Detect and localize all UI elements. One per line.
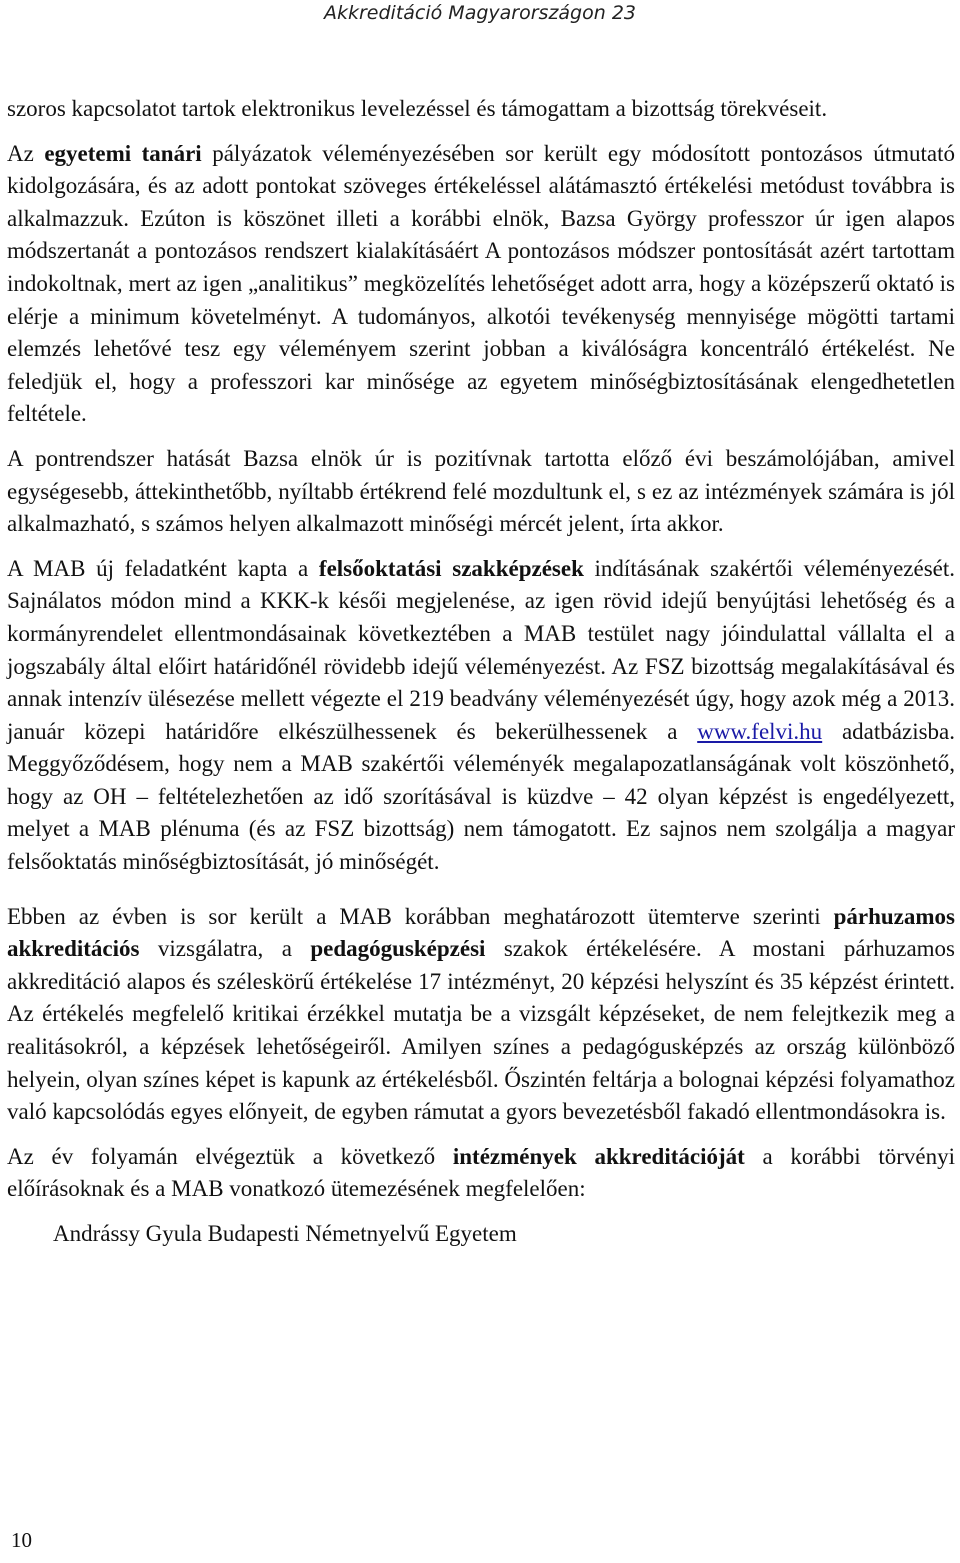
p6-text-a: Az év folyamán elvégeztük a következő <box>7 1143 453 1169</box>
p6-bold-intezmenyek: intézmények akkreditációját <box>452 1143 745 1169</box>
paragraph-2 <box>7 138 955 431</box>
p5-text-e: szakok értékelésére. A mostani párhuzamos akkreditáció alapos és széleskörű értékelése 17 intézményt, 20 képzési helyszínt és 35 képzést érintett. Az értékelés megfelelő kritikai érzékkel mutatja be a vizsgált képzéseket, de nem felejtkezik meg a realitásokról, a képzések lehetőségeiről. Amilyen színes a pedagógusképzés az ország különböző helyein, olyan színes képet is kapunk az értékelésből. Őszintén feltárja a bolognai képzési folyamathoz való kapcsolódás egyes előnyeit, de egyben rámutat a gyors bevezetésből fakadó ellentmondásokra is. <box>7 936 956 1125</box>
p5-bold-parhuzamos: párhuzamos akkreditációs <box>7 903 955 962</box>
paragraph-4 <box>7 553 955 879</box>
paragraph-5 <box>7 901 955 1129</box>
p5-text-c: vizsgálatra, a <box>139 936 311 962</box>
paragraph-6 <box>7 1141 955 1206</box>
felvi-link[interactable]: www.felvi.hu <box>697 718 823 744</box>
page-number: 10 <box>11 1528 32 1552</box>
p4-text-d: adatbázisba. Meggyőződésem, hogy nem a MAB szakértői véleményék megalapozatlanságának volt köszönhető, hogy az OH – feltételezhetően az idő szorításával is küzdve – 42 olyan képzést is engedélyezett, melyet a MAB plénuma (és az FSZ bizottság) nem támogatott. Ez sajnos nem szolgálja a magyar felsőoktatás minőségbiztosítását, jó minőségét. <box>7 718 955 875</box>
institution-list-item: Andrássy Gyula Budapesti Németnyelvű Egyetem <box>53 1221 517 1246</box>
p4-text-c: indításának szakértői véleményezését. Sajnálatos módon mind a KKK-k késői megjelenése, az igen rövid idejű benyújtási lehetőség és a kormányrendelet ellentmondásainak következtében a MAB testület nagy jóindulattal vállalta el a jogszabály által előirt határidőnél rövidebb idejű véleményezést. Az FSZ bizottság megalakításával és annak intenzív ülésezése mellett végezte el 219 beadvány véleményezését úgy, hogy azok még a 2013. január közepi határidőre elkészülhessenek és bekerülhessenek a <box>7 555 955 744</box>
running-header: Akkreditáció Magyarországon 23 <box>323 2 636 24</box>
p4-bold-szakkepzesek: felsőoktatási szakképzések <box>318 555 584 581</box>
p6-text-c: a korábbi törvényi előírásoknak és a MAB vonatkozó ütemezésének megfelelően: <box>7 1143 955 1202</box>
p2-text-c: pályázatok véleményezésében sor került egy módosított pontozásos útmutató kidolgozására, és az adott pontokat szöveges értékeléssel alátámasztó értékelési metódust továbbra is alkalmazzuk. Ezúton is köszönet illeti a korábbi elnök, Bazsa György professzor úr igen alapos módszertanát a pontozásos rendszert kialakításáért A pontozásos módszer pontosítását azért tartottam indokoltnak, mert az igen „analitikus” megközelítés lehetőséget adott arra, hogy a középszerű oktató is elérje a minimum követelményt. A tudományos, alkotói tevékenység mennyisége mögötti tartami elemzés lehetővé tesz egy véleményem szerint jobban a kiválóságra koncentráló értékelést. Ne feledjük el, hogy a professzori kar minősége az egyetem minőségbiztosításának elengedhetetlen feltétele. <box>7 140 955 427</box>
document-body <box>7 93 955 1263</box>
p5-text-a: Ebben az évben is sor került a MAB korábban meghatározott ütemterve szerinti <box>7 903 834 929</box>
paragraph-1: szoros kapcsolatot tartok elektronikus levelezéssel és támogattam a bizottság törekvéseit. <box>7 96 828 121</box>
p4-text-a: A MAB új feladatként kapta a <box>7 555 319 581</box>
paragraph-3: A pontrendszer hatását Bazsa elnök úr is pozitívnak tartotta előző évi beszámolójában, amivel egységesebb, áttekinthetőbb, nyíltabb értékrend felé mozdultunk el, s ez az intézmények számára is jól alkalmazható, s számos helyen alkalmazott minőségi mércét jelent, írta akkor. <box>7 445 955 537</box>
p2-bold-egyetemi-tanari: egyetemi tanári <box>44 140 202 166</box>
p2-text-a: Az <box>7 140 45 166</box>
p5-bold-pedagoguskepzesi: pedagógusképzési <box>310 936 486 962</box>
